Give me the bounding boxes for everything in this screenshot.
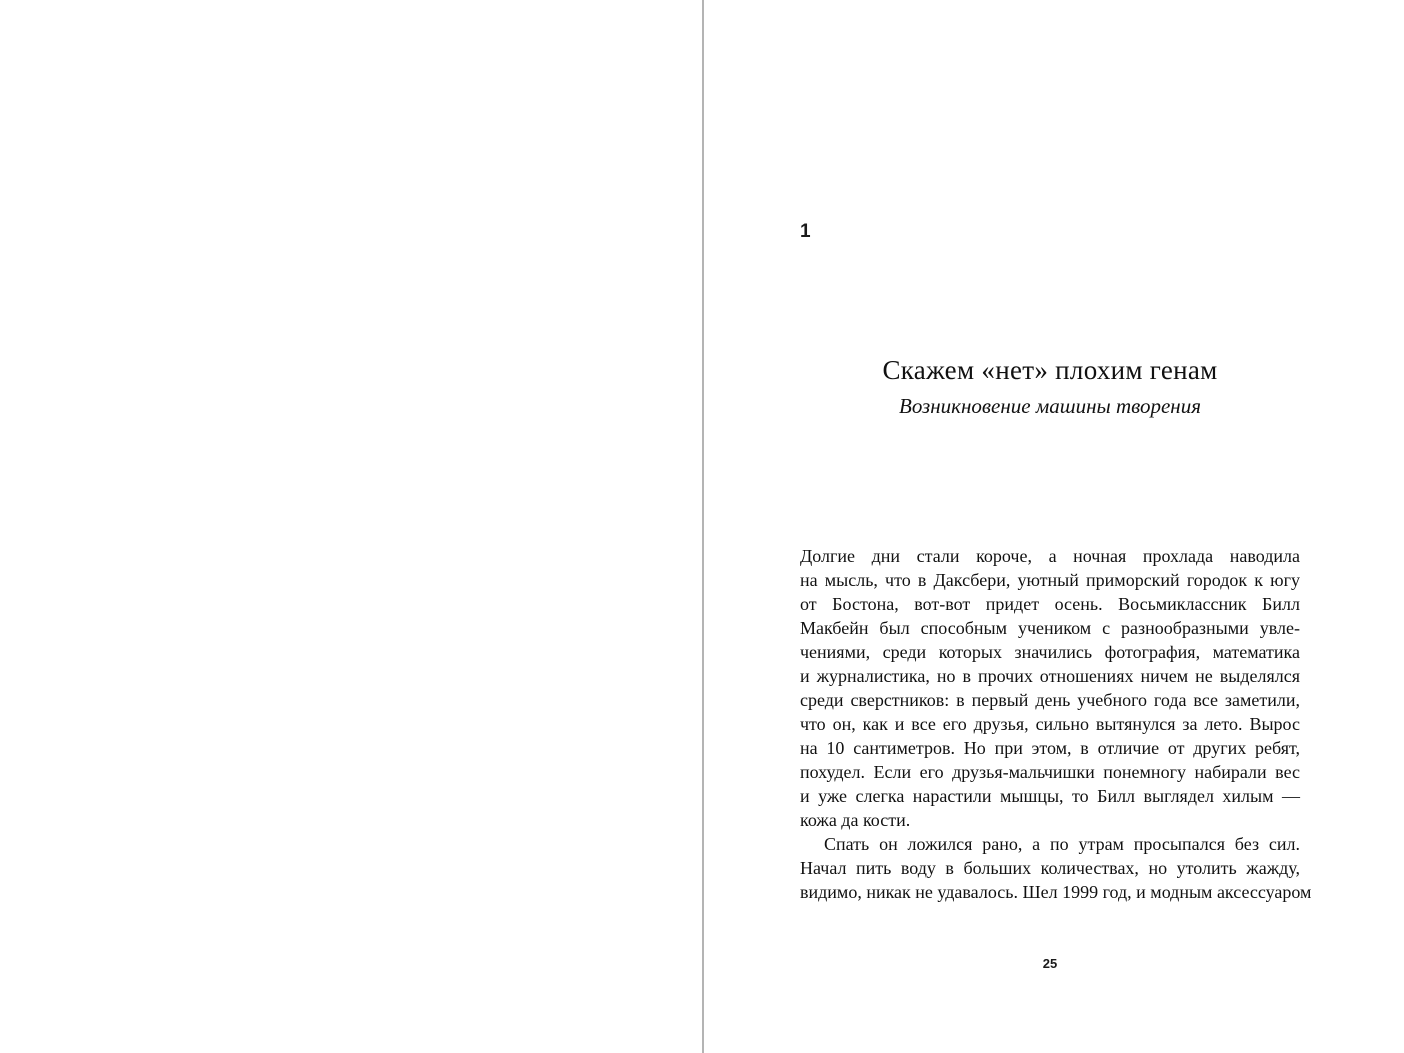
paragraph-line: кожа да кости. xyxy=(800,810,911,830)
paragraph-line: что он, как и все его друзья, сильно вытянулся за лето. Вырос xyxy=(800,714,1300,734)
body-text xyxy=(800,544,1312,904)
paragraph-line: Долгие дни стали короче, а ночная прохлада наводила xyxy=(800,546,1300,566)
paragraph-line: и уже слегка нарастили мышцы, то Билл выглядел хилым — xyxy=(800,786,1300,806)
chapter-subtitle: Возникновение машины творения xyxy=(899,394,1201,418)
paragraph-line: Начал пить воду в больших количествах, но утолить жажду, xyxy=(800,858,1300,878)
paragraph-line: на мысль, что в Даксбери, уютный приморский городок к югу xyxy=(800,570,1300,590)
paragraph-line: и журналистика, но в прочих отношениях ничем не выделялся xyxy=(800,666,1300,686)
chapter-title: Скажем «нет» плохим генам xyxy=(882,355,1218,385)
paragraph-line: среди сверстников: в первый день учебного года все заметили, xyxy=(800,690,1300,710)
chapter-number: 1 xyxy=(800,221,811,242)
paragraph-line: чениями, среди которых значились фотография, математика xyxy=(800,642,1300,662)
paragraph-line: похудел. Если его друзья-мальчишки понемногу набирали вес xyxy=(800,762,1300,782)
right-page xyxy=(704,0,1404,1053)
paragraph-line: от Бостона, вот-вот придет осень. Восьмиклассник Билл xyxy=(800,594,1300,614)
paragraph-line: на 10 сантиметров. Но при этом, в отличие от других ребят, xyxy=(800,738,1300,758)
paragraph-line: видимо, никак не удавалось. Шел 1999 год, и модным аксессуаром xyxy=(800,882,1312,902)
page-number: 25 xyxy=(1042,956,1058,971)
paragraph-line: Спать он ложился рано, а по утрам просыпался без сил. xyxy=(824,834,1300,854)
paragraph-line: Макбейн был способным учеником с разнообразными увле- xyxy=(800,618,1300,638)
